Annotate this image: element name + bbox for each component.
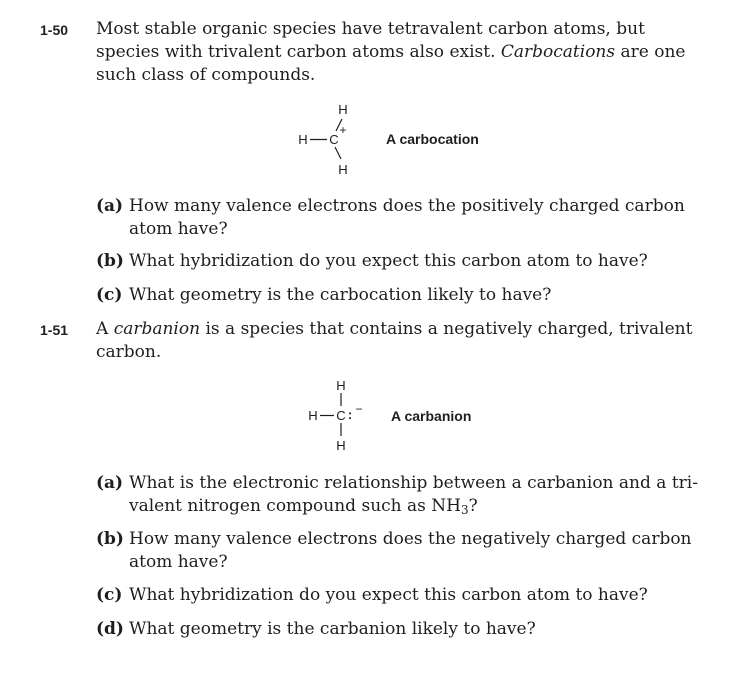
question-1-50-a	[96, 195, 701, 241]
atom-c: C	[329, 132, 339, 147]
intro-text: A	[96, 319, 114, 339]
question-1-51-b	[96, 528, 701, 574]
subscript: 3	[460, 503, 469, 517]
atom-h-bottom: H	[336, 438, 346, 453]
intro-text-end: are one such class of compounds.	[96, 42, 686, 85]
bond-bottom	[335, 147, 341, 159]
problem-1-51-intro	[96, 318, 701, 364]
carbanion-label: A carbanion	[391, 408, 472, 424]
charge-plus: +	[339, 123, 347, 137]
question-1-51-d	[96, 618, 701, 641]
question-label: (c)	[96, 285, 123, 305]
charge-minus: −	[355, 402, 363, 416]
question-text: What hybridization do you expect this carbon atom to have?	[129, 251, 648, 271]
question-label: (c)	[96, 585, 123, 605]
atom-h-left: H	[298, 132, 308, 147]
question-label: (a)	[96, 196, 124, 216]
question-1-50-c	[96, 284, 701, 307]
question-1-51-a	[96, 472, 701, 518]
carbocation-structure	[290, 100, 370, 180]
lone-pair: :	[347, 407, 353, 422]
problem-1-50-intro	[96, 18, 701, 87]
question-text: How many valence electrons does the negatively charged carbon atom have?	[129, 529, 692, 572]
question-text: What is the electronic relationship between a carbanion and a tri-valent nitrogen compound such as NH	[129, 473, 698, 516]
carbanion-structure	[303, 376, 383, 456]
question-label: (b)	[96, 251, 124, 271]
question-1-51-c	[96, 584, 701, 607]
atom-c: C	[336, 408, 346, 423]
atom-h-bottom: H	[338, 162, 348, 177]
intro-italic-term: Carbocations	[500, 42, 616, 62]
atom-h-left: H	[308, 408, 318, 423]
problem-number-1-50: 1-50	[40, 22, 69, 38]
intro-text-end: is a species that contains a negatively charged, trivalent carbon.	[96, 319, 693, 362]
question-label: (b)	[96, 529, 124, 549]
question-label: (d)	[96, 619, 124, 639]
atom-h-top: H	[338, 102, 348, 117]
question-1-50-b	[96, 250, 701, 273]
intro-text: Most stable organic species have tetravalent carbon atoms, but species with trivalent carbon atoms also exist.	[96, 19, 645, 62]
question-text: How many valence electrons does the positively charged carbon atom have?	[129, 196, 685, 239]
question-text: What geometry is the carbanion likely to have?	[129, 619, 536, 639]
intro-italic-term: carbanion	[113, 319, 201, 339]
atom-h-top: H	[336, 378, 346, 393]
question-label: (a)	[96, 473, 124, 493]
question-text: What hybridization do you expect this carbon atom to have?	[129, 585, 648, 605]
question-text: What geometry is the carbocation likely to have?	[129, 285, 552, 305]
question-text-end: ?	[468, 496, 478, 516]
carbocation-label: A carbocation	[386, 131, 479, 147]
problem-number-1-51: 1-51	[40, 322, 69, 338]
